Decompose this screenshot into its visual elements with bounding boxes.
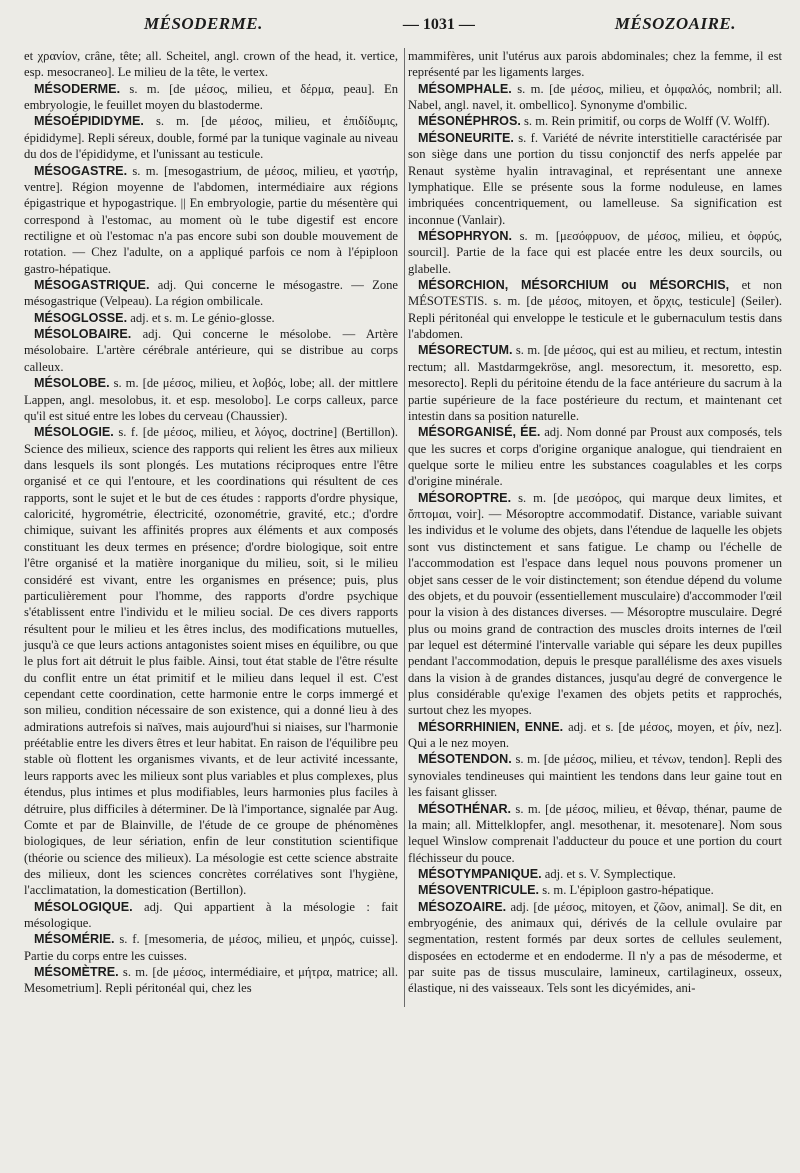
entry-headword: MÉSOGASTRE. xyxy=(34,163,128,178)
dictionary-entry xyxy=(408,277,782,342)
dictionary-entry xyxy=(408,899,782,997)
entry-headword: MÉSOZOAIRE. xyxy=(418,899,507,914)
entry-definition: adj. Qui concerne le mésolobe. — Artère mésolobaire. L'artère cérébrale antérieure, qui se distribue au corps calleux. xyxy=(24,327,398,374)
entry-definition: adj. Qui concerne le mésogastre. — Zone mésogastrique (Velpeau). La région ombilicale. xyxy=(24,278,399,309)
entry-definition: s. m. [μεσόφρυον, de μέσος, milieu, et ὀφρύς, sourcil]. Partie de la face qui est placée entre les deux sourcils, ou glabelle. xyxy=(408,228,782,276)
dictionary-entry xyxy=(24,310,398,326)
entry-definition: adj. Nom donné par Proust aux composés, tels que les sucres et corps d'origine organique analogue, qui tiendraient en quelque sorte le milieu entre les substances coagulables et les corps d'origine minérale. xyxy=(408,425,782,489)
dictionary-entry xyxy=(408,424,782,489)
dictionary-entry xyxy=(24,964,398,997)
entry-headword: MÉSOLOGIQUE. xyxy=(34,899,133,914)
entry-headword: MÉSORRHINIEN, ENNE. xyxy=(418,719,564,734)
dictionary-entry xyxy=(408,751,782,800)
entry-definition: s. m. [mesogastrium, de μέσος, milieu, et γαστήρ, ventre]. Région moyenne de l'abdomen, intermédiaire aux régions épigastrique et hypogastrique. || En embryologie, partie du mésentère qui correspond à l'estomac, au moment où le tube digestif est encore rectiligne et où l'estomac n'a pas encore subi son double mouvement de rotation. — Chez l'adulte, on a appliqué parfois ce nom à l'épiploon gastro-hépatique. xyxy=(24,163,398,276)
entry-definition: s. m. [de μέσος, milieu, et ὀμφαλός, nombril; all. Nabel, angl. navel, it. ombellico]. Synonyme d'ombilic. xyxy=(408,81,782,113)
dictionary-entry xyxy=(24,48,398,81)
entry-headword: MÉSOMPHALE. xyxy=(418,81,512,96)
entry-definition: adj. et s. m. Le génio-glosse. xyxy=(130,310,275,325)
page-header xyxy=(24,14,782,48)
header-left-guide-word: MÉSODERME. xyxy=(144,14,263,33)
dictionary-entry xyxy=(24,113,398,162)
dictionary-entry xyxy=(24,931,398,964)
entry-definition: s. f. Variété de névrite interstitielle caractérisée par son siège dans une portion du tissu conjonctif des nerfs appelée par Renaut système hyalin intravaginal, et représentant une annexe lymphatique. Elle se présente sous la forme noduleuse, en lames imbriquées concentriquement, ou lamelleuse. Sa signification est inconnue (Vanlair). xyxy=(408,130,782,227)
entry-headword: MÉSOVENTRICULE. xyxy=(418,883,540,898)
dictionary-entry xyxy=(408,48,782,81)
dictionary-entry xyxy=(24,899,398,932)
right-column xyxy=(408,48,782,997)
entry-headword: MÉSOGASTRIQUE. xyxy=(34,278,150,293)
entry-definition: mammifères, unit l'utérus aux parois abdominales; chez la femme, il est représenté par les ligaments larges. xyxy=(408,49,782,80)
entry-definition: s. m. [de μέσος, milieu, et λοβός, lobe; all. der mittlere Lappen, angl. mesolobus, it. et esp. mesolobo]. Le corps calleux, parce qu'il est situé entre les lobes du cerveau (Chaussier). xyxy=(24,376,398,423)
dictionary-entry xyxy=(408,113,782,129)
entry-definition: s. m. [de μέσος, intermédiaire, et μήτρα, matrice; all. Mesometrium]. Repli péritonéal qui, chez les xyxy=(24,965,398,996)
header-right-guide-word: MÉSOZOAIRE. xyxy=(614,14,736,33)
entry-definition: s. m. [de μεσόρος, qui marque deux limites, et ὄπτομαι, voir]. — Mésoroptre accommodatif. Distance, variable suivant les individus et le volume des objets, dans l'étendue de laquelle les objets sont vus distinctement et sans fatigue. Le champ ou l'échelle de l'accommodation est l'espace dans lequel nous pouvons promener un objet sans cesser de le voir distinctement; son étendue dépend du volume des objets, et du pouvoir (essentiellement musculaire) d'accommoder l'œil pour la vision à des distances diverses. — Mésoroptre musculaire. Degré plus ou moins grand de contraction des muscles droits internes de l'œil par lequel est déterminé l'intervalle variable qui sépare les deux pupilles pendant l'accommodation, depuis le presque parallélisme des axes visuels dans la vision à de grandes distances, jusqu'au degré de convergence le plus considérable qu'exige l'examen des objets petits et rapprochés, surtout chez les myopes. xyxy=(408,490,782,718)
column-divider xyxy=(404,48,405,1007)
dictionary-entry xyxy=(408,81,782,114)
dictionary-entry xyxy=(408,866,782,882)
entry-headword: MÉSORGANISÉ, ÉE. xyxy=(418,425,541,440)
entry-headword: MÉSONEURITE. xyxy=(418,130,514,145)
entry-headword: MÉSOPHRYON. xyxy=(418,228,512,243)
dictionary-entry xyxy=(408,719,782,752)
dictionary-entry xyxy=(24,81,398,114)
entry-definition: adj. Qui appartient à la mésologie : fait mésologique. xyxy=(24,899,398,931)
entry-definition: s. f. [de μέσος, milieu, et λόγος, doctrine] (Bertillon). Science des milieux, science des rapports qui relient les êtres aux milieux dans lesquels ils sont plongés. Les mutations réciproques entre l'être organisé et ce qui l'entoure, et les coordinations qui résultent de ces rapports, sont le sujet et le but de ces études : rapports d'ordre physique, caloricité, hygrométrie, électricité, ozonométrie, gravité, etc.; d'ordre chimique, suivant les affinités propres aux éléments et aux composés constituant les deux termes en présence; d'ordre biologique, soit entre l'être organisé et la matière inorganique du milieu, soit, si le milieu considéré est vivant, entre les organismes en présence; puis, plus particulièrement pour l'homme, des rapports d'ordre psychique s'établissent entre l'individu et le milieu social. De ces divers rapports résultent pour le milieu et les êtres inclus, des modifications mutuelles, jusqu'à ce que leurs actions antagonistes soient mises en équilibre, ou que le plus fort ait détruit le plus faible. Ainsi, tout état stable de l'être résulte du conflit entre un état primitif et le milieu dans lequel il est. C'est cependant cette coordination, cette harmonie entre le corps immergé et son milieu, condition nécessaire de son existence, qui a donné lieu à des admirations autrefois si naïves, mais aujourd'hui si niaises, sur l'harmonie préétablie entre les divers êtres et leur habitat. En raison de l'équilibre peu stable où flottent les organismes vivants, et de leur activité incessante, leurs rapports avec les milieux sont plus variables et plus complexes, plus étendus, plus intimes et plus modifiables, leurs harmonies plus faciles à détruire, plus difficiles à déterminer. De là l'importance, signalée par Aug. Comte et par de Blainville, de l'étude de ce groupe de phénomènes biologiques, de leur sériation, enfin de leur constitution scientifique (théorie ou science des milieux). La mésologie est cette science abstraite des milieux, dont les sciences concrètes corrélatives sont l'hygiène, l'acclimatation, la domestication (Bertillon). xyxy=(24,425,398,898)
entry-headword: MÉSOTYMPANIQUE. xyxy=(418,866,542,881)
dictionary-entry xyxy=(408,342,782,424)
left-column xyxy=(24,48,398,997)
dictionary-entry xyxy=(408,130,782,228)
entry-definition: s. m. [de μέσος, milieu, et τένων, tendon]. Repli des synoviales tendineuses qui maintient les tendons dans leur gaine tout en les faisant glisser. xyxy=(408,752,782,800)
entry-headword: MÉSORECTUM. xyxy=(418,343,513,358)
dictionary-entry xyxy=(24,375,398,424)
entry-headword: MÉSOÉPIDIDYME. xyxy=(34,114,144,129)
entry-definition: s. m. [de μέσος, milieu, et θέναρ, thénar, paume de la main; all. Mittelklopfer, angl. mesothenar, it. mesotenare]. Nom sous lequel Winslow comprenait l'adducteur du pouce et une portion du court fléchisseur du pouce. xyxy=(408,801,782,865)
entry-headword: MÉSOTHÉNAR. xyxy=(418,801,512,816)
entry-definition: et non MÉSOTESTIS. s. m. [de μέσος, mitoyen, et ὄρχις, testicule] (Seiler). Repli péritonéal qui enveloppe le testicule et le gubernaculum testis dans l'abdomen. xyxy=(408,278,782,342)
dictionary-entry xyxy=(24,424,398,898)
entry-headword: MÉSOMÉRIE. xyxy=(34,932,115,947)
entry-definition: adj. et s. [de μέσος, moyen, et ῥίν, nez]. Qui a le nez moyen. xyxy=(408,719,782,751)
entry-headword: MÉSONÉPHROS. xyxy=(418,114,521,129)
dictionary-entry xyxy=(408,801,782,866)
entry-headword: MÉSOLOBE. xyxy=(34,376,110,391)
entry-definition: s. m. [de μέσος, qui est au milieu, et rectum, intestin rectum; all. Mastdarmgekröse, angl. mesorectum, it. mesoretto, esp. mesorecto]. Repli du péritoine étendu de la face antérieure du sacrum à la partie supérieure de la face postérieure du rectum, et maintenant cet intestin dans sa position naturelle. xyxy=(408,343,782,423)
entry-headword: MÉSOMÈTRE. xyxy=(34,965,119,980)
page-number: — 1031 — xyxy=(402,16,475,33)
entry-headword: MÉSODERME. xyxy=(34,81,121,96)
dictionary-entry xyxy=(408,882,782,898)
dictionary-entry xyxy=(24,163,398,278)
entry-definition: adj. [de μέσος, mitoyen, et ζῶον, animal]. Se dit, en embryogénie, des animaux qui, dérivés de la cellule ovulaire par segmentation, restent formés par deux sortes de cellules seulement, disposées en ectoderme et en endoderme. Il n'y a pas de mésoderme, et par suite pas de tissus musculaire, lamineux, cartilagineux, osseux, élastique, ni des vaisseaux. Tels sont les dicyémides, ani- xyxy=(408,899,782,996)
entry-headword: MÉSOROPTRE. xyxy=(418,490,512,505)
entry-definition: s. f. [mesomeria, de μέσος, milieu, et μηρός, cuisse]. Partie du corps entre les cuisses. xyxy=(24,932,398,963)
entry-headword: MÉSOGLOSSE. xyxy=(34,310,128,325)
entry-definition: s. m. [de μέσος, milieu, et δέρμα, peau]. En embryologie, le feuillet moyen du blastoderme. xyxy=(24,81,398,113)
entry-headword: MÉSORCHION, MÉSORCHIUM ou MÉSORCHIS, xyxy=(418,278,730,293)
entry-definition: et χρανίον, crâne, tête; all. Scheitel, angl. crown of the head, it. vertice, esp. mesocraneo]. Le milieu de la tête, le vertex. xyxy=(24,49,398,80)
dictionary-entry xyxy=(24,277,398,310)
entry-definition: s. m. Rein primitif, ou corps de Wolff (V. Wolff). xyxy=(524,114,770,129)
dictionary-entry xyxy=(408,228,782,277)
dictionary-entry xyxy=(408,490,782,719)
entry-definition: s. m. [de μέσος, milieu, et ἐπιδίδυμις, épididyme]. Repli séreux, double, formé par la tunique vaginale au niveau du dos de l'épididyme, et l'unissant au testicule. xyxy=(24,114,398,162)
entry-headword: MÉSOLOGIE. xyxy=(34,425,114,440)
entry-definition: adj. et s. V. Symplectique. xyxy=(544,866,676,881)
entry-headword: MÉSOTENDON. xyxy=(418,752,512,767)
entry-headword: MÉSOLOBAIRE. xyxy=(34,327,132,342)
entry-definition: s. m. L'épiploon gastro-hépatique. xyxy=(542,883,714,898)
dictionary-entry xyxy=(24,326,398,375)
columns xyxy=(24,48,782,997)
